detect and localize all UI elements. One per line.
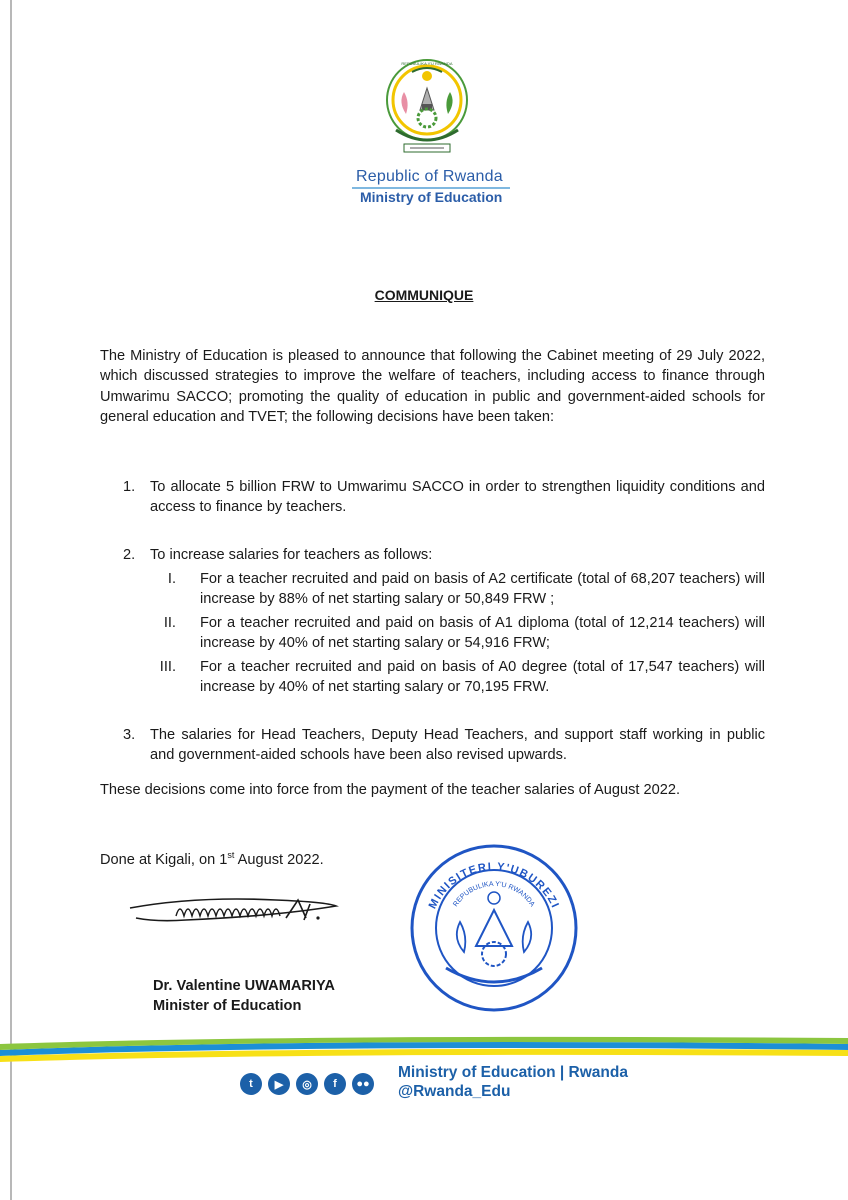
stamp-inner-text: REPUBULIKA Y'U RWANDA	[452, 880, 536, 909]
emblem-motto: REPUBULIKA Y'U RWANDA	[401, 61, 453, 66]
subitem-2-text: For a teacher recruited and paid on basis of A1 diploma (total of 12,214 teachers) will increase by 40% of net starting salary or 54,916 FRW;	[200, 615, 765, 652]
done-prefix: Done at Kigali, on 1	[100, 851, 228, 868]
item-3-number: 3.	[123, 727, 136, 743]
footer-org: Ministry of Education | Rwanda	[398, 1064, 628, 1081]
footer-handle: @Rwanda_Edu	[398, 1083, 511, 1100]
done-ordinal: st	[227, 850, 235, 860]
footer-color-band	[0, 1036, 848, 1062]
twitter-icon: t	[240, 1073, 262, 1095]
rwanda-emblem-icon	[382, 52, 472, 164]
item-1-text: To allocate 5 billion FRW to Umwarimu SACCO in order to strengthen liquidity conditions and access to finance by teachers.	[150, 479, 765, 516]
document-title: COMMUNIQUE	[374, 287, 474, 303]
stamp-outer-text: MINISITERI Y'UBUREZI	[426, 860, 562, 911]
signer-title: Minister of Education	[153, 998, 302, 1014]
closing-paragraph: These decisions come into force from the payment of the teacher salaries of August 2022.	[100, 782, 681, 798]
flickr-icon: ●●	[352, 1073, 374, 1095]
facebook-icon: f	[324, 1073, 346, 1095]
signer-name: Dr. Valentine UWAMARIYA	[153, 978, 335, 994]
social-icons	[240, 1070, 374, 1098]
item-1-number: 1.	[123, 479, 136, 495]
item-3-text: The salaries for Head Teachers, Deputy Head Teachers, and support staff working in public and government-aided schools have been also revised upwards.	[150, 727, 765, 764]
subitem-1-text: For a teacher recruited and paid on basis of A2 certificate (total of 68,207 teachers) will increase by 88% of net starting salary or 50,849 FRW ;	[200, 571, 765, 608]
ministry-title: Ministry of Education	[360, 189, 503, 205]
ministry-stamp-icon	[406, 838, 582, 1014]
page-edge	[10, 0, 12, 1200]
signature-icon	[126, 886, 356, 936]
instagram-icon: ◎	[296, 1073, 318, 1095]
youtube-icon: ▶	[268, 1073, 290, 1095]
done-suffix: August 2022.	[234, 851, 324, 868]
subitem-3-number: III.	[159, 659, 176, 675]
republic-title: Republic of Rwanda	[356, 168, 503, 185]
done-at-line	[100, 850, 324, 868]
subitem-2-number: II.	[163, 615, 176, 631]
subitem-1-number: I.	[167, 571, 176, 587]
subitem-3-text: For a teacher recruited and paid on basis of A0 degree (total of 17,547 teachers) will increase by 40% of net starting salary or 70,195 FRW.	[200, 659, 765, 696]
intro-paragraph: The Ministry of Education is pleased to announce that following the Cabinet meeting of 29 July 2022, which discussed strategies to improve the welfare of teachers, including access to finance through Umwarimu SACCO; promoting the quality of education in public and government-aided schools for general education and TVET; the following decisions have been taken:	[100, 348, 765, 425]
item-2-number: 2.	[123, 547, 136, 563]
signer-block	[153, 976, 335, 1016]
item-2-text: To increase salaries for teachers as follows:	[150, 547, 433, 563]
